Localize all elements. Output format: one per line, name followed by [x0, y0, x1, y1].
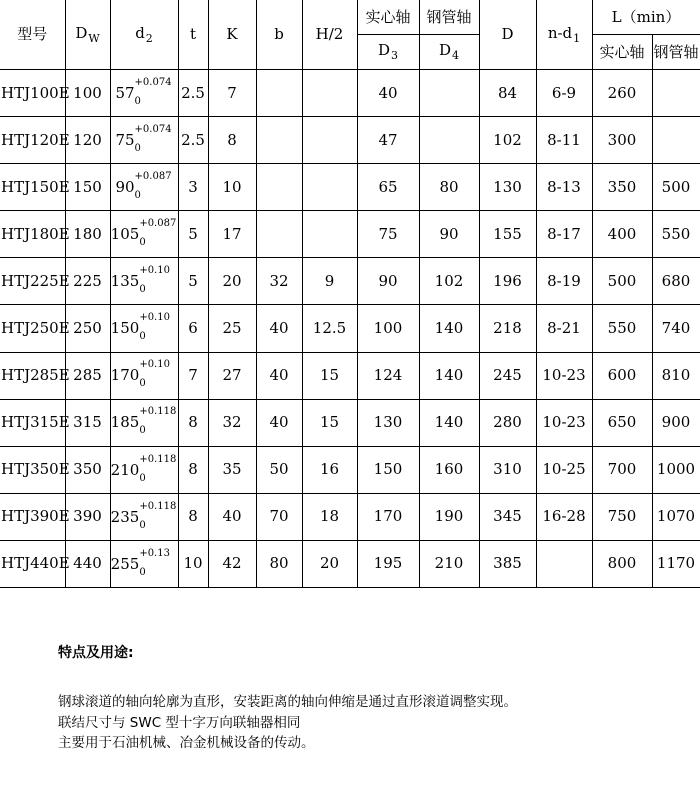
cell-model: HTJ150E — [0, 164, 65, 211]
cell-d3: 124 — [357, 352, 419, 399]
table-row — [0, 493, 700, 540]
cell-t: 2.5 — [178, 70, 208, 117]
cell-l-solid: 400 — [592, 211, 652, 258]
cell-d: 84 — [479, 70, 536, 117]
cell-d4 — [419, 70, 479, 117]
cell-h2 — [302, 70, 357, 117]
cell-dw: 390 — [65, 493, 110, 540]
cell-dw: 285 — [65, 352, 110, 399]
cell-d3: 65 — [357, 164, 419, 211]
cell-d4: 102 — [419, 258, 479, 305]
header-nd1: $n-d_1$ — [536, 0, 592, 70]
table-row — [0, 164, 700, 211]
cell-l-solid: 800 — [592, 540, 652, 587]
cell-d2 — [110, 211, 178, 258]
cell-b — [256, 164, 302, 211]
cell-h2: 15 — [302, 352, 357, 399]
table-row — [0, 540, 700, 587]
notes-line: 钢球滚道的轴向轮廓为直形，安装距离的轴向伸缩是通过直形滚道调整实现。 — [58, 694, 517, 710]
cell-l-tube: 900 — [652, 399, 700, 446]
table-row — [0, 258, 700, 305]
header-d4: $D_4$ — [419, 35, 479, 70]
header-l-solid: 实心轴 — [592, 35, 652, 70]
cell-d3: 47 — [357, 117, 419, 164]
cell-l-solid: 750 — [592, 493, 652, 540]
cell-nd1: 10-23 — [536, 352, 592, 399]
cell-d2 — [110, 399, 178, 446]
cell-d: 130 — [479, 164, 536, 211]
cell-l-solid: 700 — [592, 446, 652, 493]
cell-l-solid: 260 — [592, 70, 652, 117]
cell-k: 10 — [208, 164, 256, 211]
cell-nd1: 6-9 — [536, 70, 592, 117]
cell-model: HTJ120E — [0, 117, 65, 164]
cell-d: 102 — [479, 117, 536, 164]
cell-d3: 170 — [357, 493, 419, 540]
cell-d: 385 — [479, 540, 536, 587]
table-row — [0, 211, 700, 258]
cell-d4: 210 — [419, 540, 479, 587]
cell-d: 218 — [479, 305, 536, 352]
cell-model: HTJ250E — [0, 305, 65, 352]
cell-k: 32 — [208, 399, 256, 446]
header-d: D — [479, 0, 536, 70]
cell-nd1: 16-28 — [536, 493, 592, 540]
header-solid-shaft: 实心轴 — [357, 0, 419, 35]
table-body — [0, 70, 700, 588]
tolerance-value: 135 +0.10 0 — [110, 265, 170, 296]
cell-d4: 140 — [419, 305, 479, 352]
cell-l-solid: 550 — [592, 305, 652, 352]
tolerance-value: 75 +0.074 0 — [115, 123, 172, 154]
cell-h2 — [302, 117, 357, 164]
header-h2: H/2 — [302, 0, 357, 70]
cell-d3: 195 — [357, 540, 419, 587]
cell-k: 42 — [208, 540, 256, 587]
cell-d4 — [419, 117, 479, 164]
cell-h2 — [302, 211, 357, 258]
cell-d4: 190 — [419, 493, 479, 540]
tolerance-value: 210 +0.118 0 — [110, 453, 177, 484]
cell-dw: 250 — [65, 305, 110, 352]
cell-l-tube: 740 — [652, 305, 700, 352]
table-row — [0, 117, 700, 164]
cell-t: 5 — [178, 211, 208, 258]
cell-l-tube: 1170 — [652, 540, 700, 587]
header-l-min: L（min） — [592, 0, 700, 35]
cell-model: HTJ390E — [0, 493, 65, 540]
cell-d2 — [110, 164, 178, 211]
cell-t: 7 — [178, 352, 208, 399]
cell-k: 7 — [208, 70, 256, 117]
cell-b — [256, 211, 302, 258]
cell-model: HTJ225E — [0, 258, 65, 305]
cell-d: 155 — [479, 211, 536, 258]
header-row-1 — [0, 0, 700, 35]
cell-l-tube: 810 — [652, 352, 700, 399]
cell-nd1: 10-23 — [536, 399, 592, 446]
cell-b: 70 — [256, 493, 302, 540]
header-t: t — [178, 0, 208, 70]
cell-l-tube — [652, 70, 700, 117]
cell-d3: 90 — [357, 258, 419, 305]
tolerance-value: 150 +0.10 0 — [110, 312, 170, 343]
cell-d3: 75 — [357, 211, 419, 258]
cell-l-tube: 500 — [652, 164, 700, 211]
cell-nd1: 8-21 — [536, 305, 592, 352]
cell-d4: 140 — [419, 352, 479, 399]
cell-b: 40 — [256, 352, 302, 399]
table-row — [0, 446, 700, 493]
cell-b: 40 — [256, 305, 302, 352]
cell-nd1: 8-17 — [536, 211, 592, 258]
cell-dw: 120 — [65, 117, 110, 164]
cell-d: 245 — [479, 352, 536, 399]
cell-nd1: 8-13 — [536, 164, 592, 211]
tolerance-value: 105 +0.087 0 — [110, 218, 177, 249]
cell-d: 196 — [479, 258, 536, 305]
cell-d: 345 — [479, 493, 536, 540]
cell-dw: 350 — [65, 446, 110, 493]
cell-k: 27 — [208, 352, 256, 399]
cell-t: 2.5 — [178, 117, 208, 164]
cell-l-solid: 650 — [592, 399, 652, 446]
tolerance-value: 255 +0.13 0 — [110, 547, 170, 578]
cell-k: 40 — [208, 493, 256, 540]
cell-d3: 100 — [357, 305, 419, 352]
cell-b — [256, 117, 302, 164]
cell-l-tube: 680 — [652, 258, 700, 305]
notes-section — [58, 642, 517, 754]
cell-model: HTJ100E — [0, 70, 65, 117]
cell-d2 — [110, 117, 178, 164]
cell-h2: 18 — [302, 493, 357, 540]
cell-b: 32 — [256, 258, 302, 305]
table-row — [0, 352, 700, 399]
cell-t: 6 — [178, 305, 208, 352]
cell-k: 35 — [208, 446, 256, 493]
table-row — [0, 399, 700, 446]
cell-d: 280 — [479, 399, 536, 446]
cell-l-tube: 550 — [652, 211, 700, 258]
tolerance-value: 185 +0.118 0 — [110, 406, 177, 437]
cell-d: 310 — [479, 446, 536, 493]
cell-d4: 160 — [419, 446, 479, 493]
cell-d2 — [110, 305, 178, 352]
cell-d4: 80 — [419, 164, 479, 211]
cell-l-solid: 500 — [592, 258, 652, 305]
cell-model: HTJ440E — [0, 540, 65, 587]
cell-nd1 — [536, 540, 592, 587]
cell-l-tube — [652, 117, 700, 164]
cell-nd1: 8-19 — [536, 258, 592, 305]
cell-model: HTJ285E — [0, 352, 65, 399]
header-d2: $d_2$ — [110, 0, 178, 70]
header-l-tube: 钢管轴 — [652, 35, 700, 70]
header-tube-shaft: 钢管轴 — [419, 0, 479, 35]
cell-t: 8 — [178, 446, 208, 493]
cell-b: 40 — [256, 399, 302, 446]
cell-h2: 20 — [302, 540, 357, 587]
cell-b: 50 — [256, 446, 302, 493]
notes-heading: 特点及用途: — [58, 645, 134, 661]
cell-dw: 315 — [65, 399, 110, 446]
table-row — [0, 70, 700, 117]
cell-k: 25 — [208, 305, 256, 352]
cell-l-solid: 350 — [592, 164, 652, 211]
cell-h2: 12.5 — [302, 305, 357, 352]
tolerance-value: 235 +0.118 0 — [110, 500, 177, 531]
header-d3: $D_3$ — [357, 35, 419, 70]
cell-b: 80 — [256, 540, 302, 587]
cell-d2 — [110, 70, 178, 117]
cell-model: HTJ350E — [0, 446, 65, 493]
header-dw: $D_W$ — [65, 0, 110, 70]
cell-model: HTJ315E — [0, 399, 65, 446]
cell-d3: 150 — [357, 446, 419, 493]
table-row — [0, 305, 700, 352]
tolerance-value: 57 +0.074 0 — [115, 76, 172, 107]
cell-dw: 150 — [65, 164, 110, 211]
cell-dw: 440 — [65, 540, 110, 587]
header-b: b — [256, 0, 302, 70]
cell-l-tube: 1070 — [652, 493, 700, 540]
cell-d2 — [110, 352, 178, 399]
cell-dw: 180 — [65, 211, 110, 258]
cell-dw: 100 — [65, 70, 110, 117]
cell-t: 8 — [178, 399, 208, 446]
cell-h2: 15 — [302, 399, 357, 446]
header-k: K — [208, 0, 256, 70]
cell-d3: 130 — [357, 399, 419, 446]
cell-model: HTJ180E — [0, 211, 65, 258]
cell-d3: 40 — [357, 70, 419, 117]
cell-k: 20 — [208, 258, 256, 305]
tolerance-value: 90 +0.087 0 — [115, 170, 172, 201]
cell-t: 5 — [178, 258, 208, 305]
cell-l-tube: 1000 — [652, 446, 700, 493]
cell-d2 — [110, 446, 178, 493]
cell-d2 — [110, 493, 178, 540]
cell-h2: 9 — [302, 258, 357, 305]
notes-line: 主要用于石油机械、冶金机械设备的传动。 — [58, 735, 315, 751]
cell-nd1: 8-11 — [536, 117, 592, 164]
cell-k: 17 — [208, 211, 256, 258]
cell-nd1: 10-25 — [536, 446, 592, 493]
cell-dw: 225 — [65, 258, 110, 305]
notes-line: 联结尺寸与 SWC 型十字万向联轴器相同 — [58, 714, 301, 731]
cell-l-solid: 600 — [592, 352, 652, 399]
cell-d2 — [110, 540, 178, 587]
cell-k: 8 — [208, 117, 256, 164]
cell-t: 3 — [178, 164, 208, 211]
cell-t: 10 — [178, 540, 208, 587]
cell-d2 — [110, 258, 178, 305]
cell-b — [256, 70, 302, 117]
cell-h2: 16 — [302, 446, 357, 493]
cell-d4: 90 — [419, 211, 479, 258]
tolerance-value: 170 +0.10 0 — [110, 359, 170, 390]
cell-d4: 140 — [419, 399, 479, 446]
cell-t: 8 — [178, 493, 208, 540]
cell-l-solid: 300 — [592, 117, 652, 164]
header-model: 型号 — [0, 0, 65, 70]
cell-h2 — [302, 164, 357, 211]
